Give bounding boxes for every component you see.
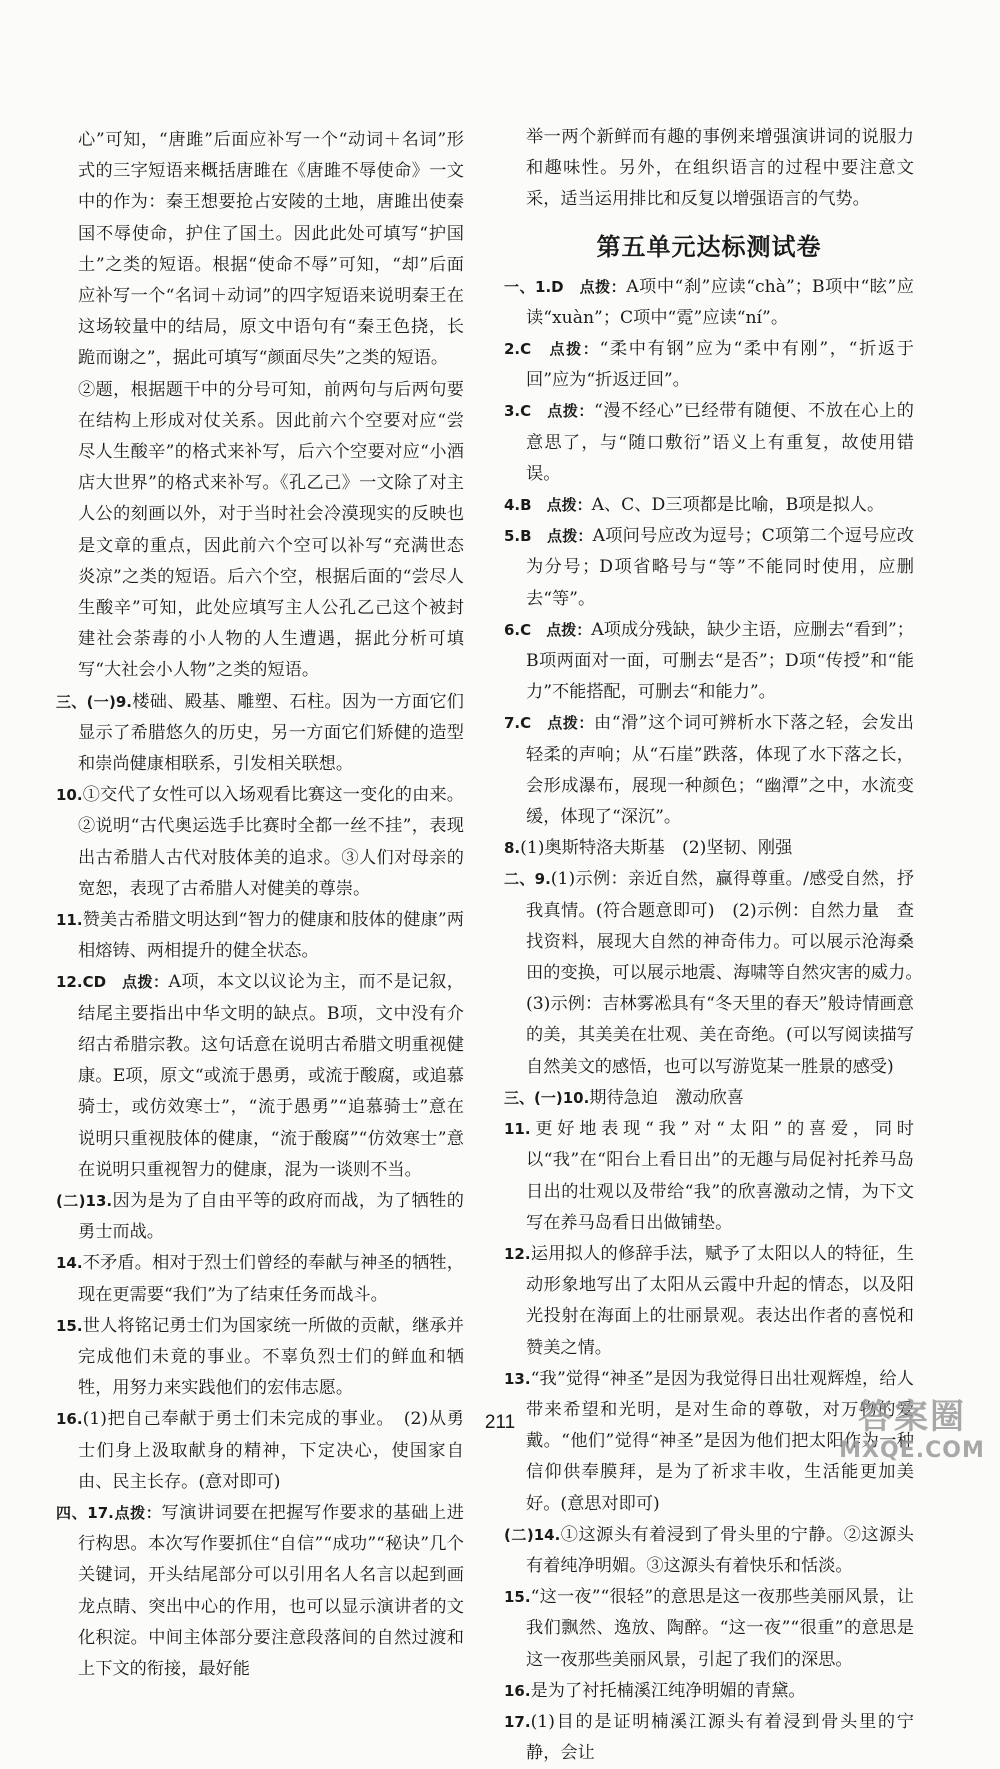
answer-text: “柔中有钢”应为“柔中有刚”，“折返于回”应为“折返迂回”。 — [526, 339, 914, 391]
answer-item — [504, 615, 914, 709]
answer-item — [504, 1083, 914, 1114]
right-column — [504, 122, 932, 1769]
answer-number: 10. — [56, 786, 83, 805]
answer-item — [56, 1248, 464, 1310]
answer-text: 世人将铭记勇士们为国家统一所做的贡献，继承并完成他们未竟的事业。不辜负烈士们的鲜血和牺牲，用努力来实践他们的宏伟志愿。 — [78, 1315, 464, 1399]
answer-item — [504, 1676, 914, 1707]
answer-item — [56, 687, 464, 781]
answer-item — [504, 1520, 914, 1582]
answer-text: (1)目的是证明楠溪江源头有着浸到骨头里的宁静，会让 — [526, 1711, 914, 1764]
answer-number: 12.CD 点拨： — [56, 973, 169, 992]
answer-item — [56, 375, 464, 687]
answer-text: 心”可知，“唐雎”后面应补写一个“动词＋名词”形式的三字短语来概括唐雎在《唐雎不辱使命》一文中的作为：秦王想要抢占安陵的土地，唐雎出使秦国不辱使命，护住了国土。因此此处可填写“护国土”之类的短语。根据“使命不辱”可知，“却”后面应补写一个“名词＋动词”的四字短语来说明秦王在这场较量中的结局，原文中语句有“秦王色挠，长跪而谢之”，据此可填写“颜面尽失”之类的短语。 — [78, 130, 464, 369]
answer-number: 8. — [504, 839, 521, 858]
answer-number: 17. — [504, 1712, 531, 1731]
answer-number: 16. — [504, 1681, 531, 1700]
answer-text: “我”觉得“神圣”是因为我觉得日出壮观辉煌，给人带来希望和光明，是对生命的尊敬，对万物的爱戴。“他们”觉得“神圣”是因为他们把太阳作为一种信仰供奉膜拜，是为了祈求丰收，生活能更加美好。(意思对即可) — [526, 1368, 914, 1514]
answer-item — [56, 1498, 464, 1685]
answer-text: (1)奥斯特洛夫斯基 (2)坚韧、刚强 — [520, 838, 793, 859]
answer-item — [504, 708, 914, 833]
answer-item — [504, 1114, 914, 1239]
answer-text: A、C、D三项都是比喻，B项是拟人。 — [591, 495, 885, 516]
answer-number: 11. — [504, 1120, 531, 1139]
answer-number: (二)14. — [504, 1525, 561, 1544]
answer-number: 2.C 点拨： — [504, 340, 600, 359]
answer-text: A项，本文以议论为主，而不是记叙，结尾主要指出中华文明的缺点。B项，文中没有介绍古希腊宗教。这句话意在说明古希腊文明重视健康。E项，原文“或流于愚勇，或流于酸腐，或追慕骑士，或仿效寒士”，“流于愚勇”“追慕骑士”意在说明只重视肢体的健康，“流于酸腐”“仿效寒士”意在说明只重视智力的健康，混为一谈则不当。 — [78, 972, 464, 1180]
answer-text: 期待急迫 激动欣喜 — [589, 1087, 744, 1108]
answer-number: 三、(一)10. — [504, 1088, 590, 1107]
answer-item — [56, 125, 464, 375]
answer-number: 15. — [56, 1316, 83, 1335]
answer-number: 三、(一)9. — [56, 692, 132, 711]
watermark-line2: MXQE.COM — [839, 1438, 985, 1463]
answer-item — [504, 490, 914, 521]
section-title: 第五单元达标测试卷 — [596, 232, 822, 261]
answer-item — [504, 396, 914, 490]
answer-number: 四、17.点拨： — [56, 1503, 162, 1522]
answer-number: 11. — [56, 911, 83, 930]
answer-text: 楼础、殿基、雕塑、石柱。因为一方面它们显示了希腊悠久的历史，另一方面它们矫健的造型和崇尚健康相联系，引发相关联想。 — [78, 691, 464, 775]
answer-text: 写演讲词要在把握写作要求的基础上进行构思。本次写作要抓住“自信”“成功”“秘诀”几个关键词，开头结尾部分可以引用名人名言以起到画龙点睛、突出中心的作用，也可以显示演讲者的文化积淀。中间主体部分要注意段落间的自然过渡和上下文的衔接，最好能 — [78, 1502, 464, 1679]
right-continuation-text: 举一两个新鲜而有趣的事例来增强演讲词的说服力和趣味性。另外，在组织语言的过程中要注意文采，适当运用排比和反复以增强语言的气势。 — [526, 127, 914, 210]
answer-number: 7.C 点拨： — [504, 714, 594, 733]
answer-text: A项中“刹”应读“chà”；B项中“眩”应读“xuàn”；C项中“霓”应读“ní”。 — [526, 276, 914, 328]
answer-text: 更好地表现“我”对“太阳”的喜爱，同时以“我”在“阳台上看日出”的无趣与局促衬托养马岛日出的壮观以及带给“我”的欣喜激动之情，为下文写在养马岛看日出做铺垫。 — [526, 1119, 914, 1233]
answer-number: 13. — [504, 1369, 531, 1388]
answer-text: (1)把自己奉献于勇士们未完成的事业。 (2)从勇士们身上汲取献身的精神，下定决心，使国家自由、民主长存。(意对即可) — [78, 1409, 464, 1492]
answer-number: (二)13. — [56, 1191, 113, 1210]
answer-text: ①这源头有着浸到了骨头里的宁静。②这源头有着纯净明媚。③这源头有着快乐和恬淡。 — [526, 1524, 914, 1576]
answer-text: ①交代了女性可以入场观看比赛这一变化的由来。②说明“古代奥运选手比赛时全都一丝不挂”，表现出古希腊人古代对肢体美的追求。③人们对母亲的宽恕，表现了古希腊人对健美的尊崇。 — [78, 785, 464, 899]
answer-text: 赞美古希腊文明达到“智力的健康和肢体的健康”两相熔铸、两相提升的健全状态。 — [78, 910, 464, 962]
answer-text: A项成分残缺，缺少主语，应删去“看到”；B项两面对一面，可删去“是否”；D项“传授”和“能力”不能搭配，可删去“和能力”。 — [526, 619, 914, 703]
answer-item — [56, 1186, 464, 1248]
answer-number: 6.C 点拨： — [504, 620, 592, 639]
answer-number: 16. — [56, 1410, 83, 1429]
page-number: 211 — [484, 1412, 516, 1433]
answer-text: ②题，根据题干中的分号可知，前两句与后两句要在结构上形成对仗关系。因此前六个空要对应“尝尽人生酸辛”的格式来补写，后六个空要对应“小酒店大世界”的格式来补写。《孔乙己》一文除了对主人公的刻画以外，对于当时社会冷漠现实的反映也是文章的重点，因此前六个空可以补写“充满世态炎凉”之类的短语。后六个空，根据后面的“尝尽人生酸辛”可知，此处应填写主人公孔乙己这个被封建社会荼毒的小人物的人生遭遇，据此分析可填写“大社会小人物”之类的短语。 — [78, 379, 464, 681]
answer-item — [504, 334, 914, 396]
watermark-line1: 答案圈 — [858, 1397, 966, 1437]
answer-item — [504, 521, 914, 615]
answer-text: “这一夜”“很轻”的意思是这一夜那些美丽风景，让我们飘然、逸放、陶醉。“这一夜”“很重”的意思是这一夜那些美丽风景，引起了我们的深思。 — [526, 1587, 914, 1670]
answer-item — [56, 780, 464, 905]
answer-number: 3.C 点拨： — [504, 402, 594, 421]
answer-item — [504, 1239, 914, 1364]
answer-number: 15. — [504, 1588, 531, 1607]
answer-text: 由“滑”这个词可辨析水下落之轻，会发出轻柔的声响；从“石崖”跌落，体现了水下落之长，会形成瀑布，展现一种颜色；“幽潭”之中，水流变缓，体现了“深沉”。 — [526, 713, 914, 828]
answer-item — [504, 1707, 914, 1769]
answer-item — [56, 1311, 464, 1405]
answer-text: 是为了衬托楠溪江纯净明媚的青黛。 — [530, 1680, 806, 1701]
answer-list — [504, 272, 932, 1769]
answer-number: 一、1.D 点拨： — [504, 277, 627, 296]
answer-text: A项问号应改为逗号；C项第二个逗号应改为分号；D项省略号与“等”不能同时使用，应删去“等”。 — [526, 526, 914, 609]
answer-text: 不矛盾。相对于烈士们曾经的奉献与神圣的牺牲，现在更需要“我们”为了结束任务而战斗。 — [78, 1253, 464, 1305]
answer-number: 4.B 点拨： — [504, 496, 592, 515]
left-column — [56, 125, 464, 1685]
answer-number: 5.B 点拨： — [504, 527, 593, 546]
answer-item — [504, 864, 932, 1082]
answer-text: “漫不经心”已经带有随便、不放在心上的意思了，与“随口敷衍”语义上有重复，故使用错误。 — [526, 401, 914, 484]
watermark-logo — [838, 1397, 986, 1473]
answer-item — [56, 905, 464, 967]
answer-number: 14. — [56, 1254, 83, 1273]
answer-item — [504, 272, 914, 334]
answer-item — [504, 1582, 914, 1676]
answer-number: 12. — [504, 1244, 531, 1263]
answer-text: 因为是为了自由平等的政府而战，为了牺牲的勇士而战。 — [78, 1190, 464, 1243]
answer-item — [56, 967, 464, 1185]
answer-number: 二、9. — [504, 870, 551, 889]
answer-text: 运用拟人的修辞手法，赋予了太阳以人的特征，生动形象地写出了太阳从云霞中升起的情态，以及阳光投射在海面上的壮丽景观。表达出作者的喜悦和赞美之情。 — [526, 1243, 914, 1358]
answer-item — [504, 833, 914, 864]
answer-text: (1)示例：亲近自然，赢得尊重。/感受自然，抒我真情。(符合题意即可) (2)示例：自然力量 查找资料，展现大自然的神奇伟力。可以展示沧海桑田的变换，可以展示地震、海啸等自然灾害的威力。 (3)示例：吉林雾凇具有“冬天里的春天”般诗情画意的美，其美美在壮观、美在奇绝。(可以写阅读描写自然美文的感悟，也可以写游览某一胜景的感受) — [526, 869, 932, 1077]
